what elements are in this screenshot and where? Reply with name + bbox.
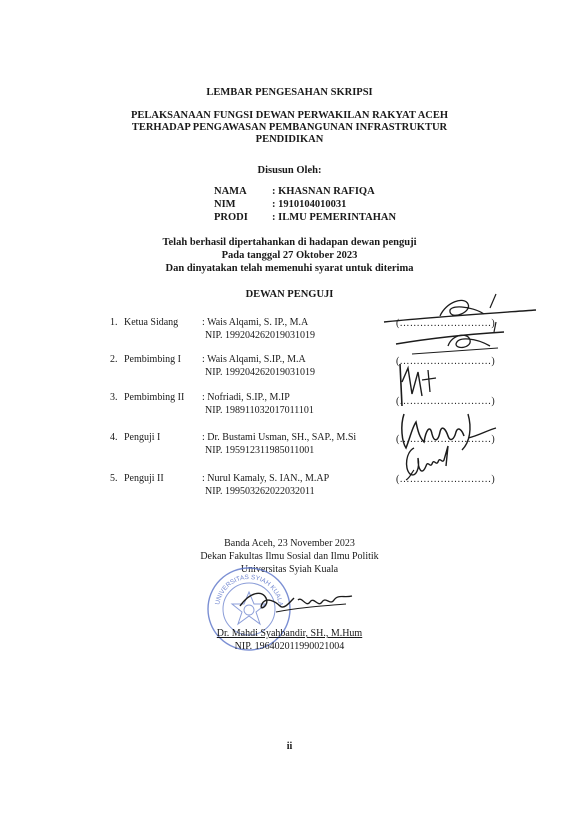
- author-heading: Disusun Oleh:: [257, 165, 322, 176]
- author-value: : 1910104010031: [272, 199, 347, 210]
- document-title: LEMBAR PENGESAHAN SKRIPSI: [206, 87, 373, 98]
- examiner-name: : Nofriadi, S.IP., M.IP: [202, 392, 290, 403]
- defense-line: Dan dinyatakan telah memenuhi syarat untuk diterima: [165, 263, 414, 274]
- author-value: : ILMU PEMERINTAHAN: [272, 212, 397, 223]
- examiner-role: Penguji II: [124, 473, 164, 484]
- dean-position: Dekan Fakultas Ilmu Sosial dan Ilmu Politik: [200, 551, 379, 562]
- author-row-name: [214, 185, 396, 198]
- examiner-role: Ketua Sidang: [124, 317, 179, 328]
- examiner-2: [110, 353, 410, 379]
- examiner-number: 4.: [110, 432, 118, 443]
- signature-line: (………………………): [396, 434, 495, 445]
- signature-line: (………………………): [396, 474, 495, 485]
- thesis-title-line: PENDIDIKAN: [255, 134, 324, 145]
- examiner-nip: NIP. 195912311985011001: [205, 445, 315, 456]
- examiner-number: 2.: [110, 354, 118, 365]
- signature-3-image: [392, 362, 442, 410]
- dean-nip: NIP. 196402011990021004: [234, 641, 345, 652]
- examiner-number: 5.: [110, 473, 118, 484]
- examiner-nip: NIP. 199204262019031019: [205, 330, 316, 341]
- author-row-prodi: [214, 211, 396, 224]
- examiner-name: : Wais Alqami, S.IP., M.A: [202, 354, 306, 365]
- stamp-text: UNIVERSITAS SYIAH KUALA: [214, 573, 284, 607]
- examiner-name: : Nurul Kamaly, S. IAN., M.AP: [202, 473, 330, 484]
- examiner-1: [110, 316, 410, 342]
- examiner-number: 3.: [110, 392, 118, 403]
- examiner-nip: NIP. 198911032017011101: [205, 405, 314, 416]
- examiner-name: : Dr. Bustami Usman, SH., SAP., M.Si: [202, 432, 357, 443]
- dean-name: Dr. Mahdi Syahbandir, SH., M.Hum: [216, 628, 363, 639]
- page-number: ii: [286, 741, 293, 752]
- author-key: PRODI: [214, 212, 248, 223]
- examiner-5: [110, 472, 410, 498]
- signature-line: (………………………): [396, 396, 495, 407]
- examiner-role: Pembimbing I: [124, 354, 181, 365]
- author-key: NAMA: [214, 186, 247, 197]
- examiner-3: [110, 391, 410, 417]
- author-row-nim: [214, 198, 396, 211]
- examiner-4: [110, 431, 410, 457]
- author-key: NIM: [214, 199, 236, 210]
- signature-line: (………………………): [396, 318, 495, 329]
- examiner-role: Penguji I: [124, 432, 161, 443]
- signature-5-image: [400, 444, 460, 484]
- author-value: : KHASNAN RAFIQA: [272, 186, 375, 197]
- author-info: [214, 185, 396, 224]
- defense-line: Pada tanggal 27 Oktober 2023: [221, 250, 358, 261]
- signature-2-image: [392, 326, 512, 362]
- thesis-title-line: TERHADAP PENGAWASAN PEMBANGUNAN INFRASTRUKTUR: [131, 122, 448, 133]
- examiner-name: : Wais Alqami, S. IP., M.A: [202, 317, 309, 328]
- board-heading: DEWAN PENGUJI: [245, 289, 334, 300]
- examiner-role: Pembimbing II: [124, 392, 185, 403]
- defense-line: Telah berhasil dipertahankan di hadapan dewan penguji: [162, 237, 417, 248]
- dean-university: Universitas Syiah Kuala: [240, 564, 339, 575]
- thesis-title-line: PELAKSANAAN FUNGSI DEWAN PERWAKILAN RAKYAT ACEH: [130, 110, 449, 121]
- signature-line: (………………………): [396, 356, 495, 367]
- examiner-nip: NIP. 199503262022032011: [205, 486, 315, 497]
- dean-identity: [0, 627, 579, 653]
- examiner-number: 1.: [110, 317, 118, 328]
- dean-place-date: Banda Aceh, 23 November 2023: [224, 538, 355, 549]
- defense-statement: [0, 236, 579, 275]
- dean-signature-image: [236, 582, 356, 622]
- thesis-title: [0, 110, 579, 146]
- examiner-nip: NIP. 199204262019031019: [205, 367, 316, 378]
